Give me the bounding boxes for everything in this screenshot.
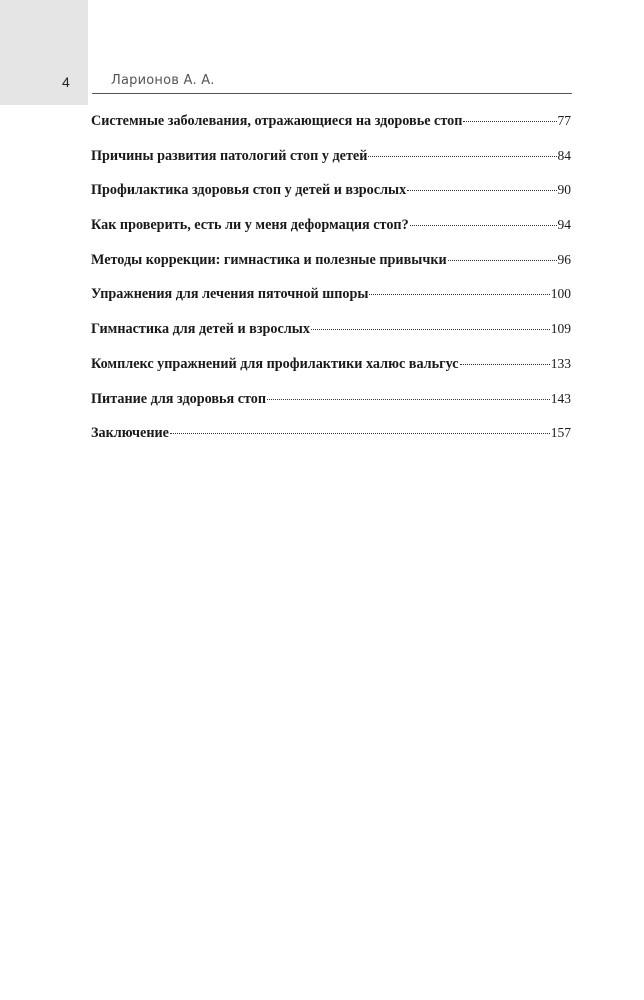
toc-entry-page: 90 — [557, 182, 571, 198]
toc-entry[interactable] — [91, 217, 571, 252]
running-head-author: Ларионов А. А. — [111, 73, 215, 88]
toc-dot-leader — [407, 190, 556, 191]
toc-entry-page: 100 — [550, 286, 571, 302]
toc-dot-leader — [170, 433, 550, 434]
toc-dot-leader — [460, 364, 550, 365]
toc-entry-page: 96 — [557, 251, 571, 267]
toc-entry-title: Заключение — [91, 425, 169, 442]
toc-entry-title: Как проверить, есть ли у меня деформация стоп? — [91, 217, 409, 234]
toc-entry-title: Питание для здоровья стоп — [91, 390, 267, 407]
table-of-contents — [91, 113, 571, 460]
toc-entry-title: Методы коррекции: гимнастика и полезные привычки — [91, 251, 447, 268]
toc-entry-page: 109 — [550, 321, 571, 337]
toc-entry-title: Упражнения для лечения пяточной шпоры — [91, 286, 369, 303]
toc-entry[interactable] — [91, 425, 571, 460]
page-number-tab — [0, 0, 88, 105]
toc-entry-page: 143 — [550, 390, 571, 406]
toc-entry-title: Профилактика здоровья стоп у детей и взрослых — [91, 182, 407, 199]
toc-entry[interactable] — [91, 356, 571, 391]
toc-entry-title: Гимнастика для детей и взрослых — [91, 321, 310, 338]
toc-entry[interactable] — [91, 148, 571, 183]
toc-entry[interactable] — [91, 182, 571, 217]
toc-entry-title: Комплекс упражнений для профилактики халюс вальгус — [91, 355, 459, 372]
toc-entry-title: Причины развития патологий стоп у детей — [91, 147, 368, 164]
toc-entry[interactable] — [91, 286, 571, 321]
toc-entry-page: 77 — [557, 113, 571, 128]
toc-dot-leader — [448, 260, 557, 261]
toc-entry[interactable] — [91, 391, 571, 426]
toc-entry-page: 157 — [550, 425, 571, 441]
toc-dot-leader — [311, 329, 550, 330]
header-divider — [92, 93, 572, 94]
toc-entry[interactable] — [91, 321, 571, 356]
toc-entry[interactable] — [91, 252, 571, 287]
toc-dot-leader — [369, 294, 549, 295]
toc-entry-title: Системные заболевания, отражающиеся на здоровье стоп — [91, 113, 463, 129]
toc-entry[interactable] — [91, 113, 571, 148]
toc-entry-page: 133 — [550, 355, 571, 371]
toc-dot-leader — [463, 121, 556, 122]
toc-dot-leader — [267, 399, 550, 400]
toc-entry-page: 94 — [557, 217, 571, 233]
toc-dot-leader — [410, 225, 557, 226]
page-number: 4 — [62, 74, 70, 90]
toc-dot-leader — [368, 156, 556, 157]
toc-entry-page: 84 — [557, 147, 571, 163]
